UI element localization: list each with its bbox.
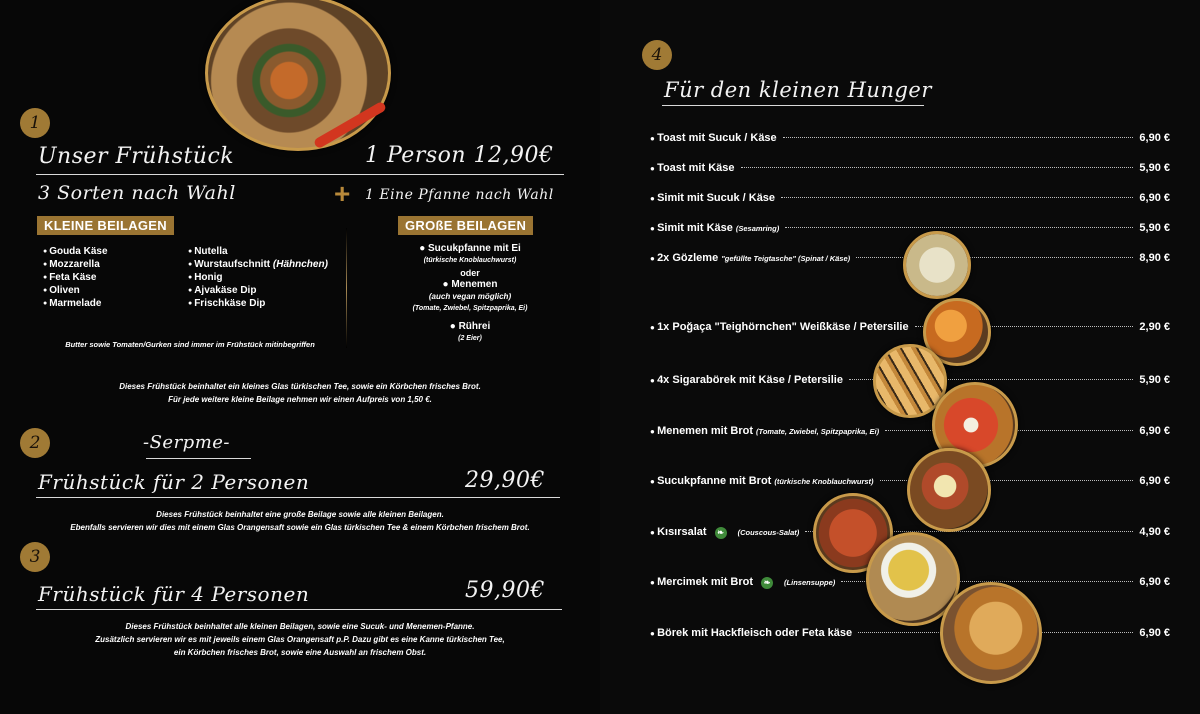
big-side-3-note: (2 Eier)	[458, 335, 482, 342]
info-line: Für jede weitere kleine Beilage nehmen wir einen Aufpreis von 1,50 €.	[168, 395, 432, 404]
breakfast-price: 1 Person 12,90€	[365, 143, 554, 168]
dot-leader	[783, 137, 1134, 138]
menu-item-price: 6,90 €	[1139, 192, 1170, 204]
menu-item-desc: (Sesamring)	[735, 224, 780, 233]
list-item-label: Wurstaufschnitt	[194, 259, 271, 270]
info-line: ein Körbchen frisches Brot, sowie eine Auswahl an frischem Obst.	[173, 648, 427, 657]
section-3-price: 59,90€	[465, 578, 545, 603]
menu-item-name: ● Börek mit Hackfleisch oder Feta käse	[650, 627, 852, 639]
menu-item-name: ● 1x Poğaça "Teighörnchen" Weißkäse / Petersilie	[650, 321, 909, 333]
section-2-info	[30, 508, 570, 534]
big-side-3-label: Rührei	[458, 321, 491, 332]
right-page	[600, 0, 1200, 714]
big-side-3: ● Rührei	[449, 321, 491, 332]
section-1-badge: 1	[20, 108, 50, 138]
title-underline	[36, 174, 564, 175]
menu-item-desc: (Linsensuppe)	[784, 578, 836, 587]
menu-item-price: 6,90 €	[1139, 132, 1170, 144]
list-item: ● Frischkäse Dip	[188, 297, 328, 310]
menu-item-price: 6,90 €	[1139, 627, 1170, 639]
small-sides-list-1	[43, 245, 108, 310]
menu-item-name: ● 4x Sigarabörek mit Käse / Petersilie	[650, 374, 843, 386]
dot-leader	[785, 227, 1133, 228]
menu-item	[650, 321, 1170, 337]
menu-item-desc: "gefüllte Teigtasche" (Spinat / Käse)	[721, 254, 851, 263]
menu-item-desc: (Couscous-Salat)	[737, 528, 800, 537]
big-side-2-note-1: (auch vegan möglich)	[428, 292, 512, 301]
section-4-badge: 4	[642, 40, 672, 70]
menu-item-price: 4,90 €	[1139, 526, 1170, 538]
breakfast-title: Unser Frühstück	[38, 144, 235, 169]
list-item: ● Ajvakäse Dip	[188, 284, 328, 297]
section-3-underline	[36, 609, 562, 610]
info-line: Zusätzlich servieren wir es mit jeweils einem Glas Orangensaft p.P. Dazu gibt es eine Kanne türkischen Tee,	[95, 635, 505, 644]
menu-item	[650, 132, 1170, 148]
menu-item-name: ● Sucukpfanne mit Brot	[650, 475, 771, 487]
menu-item	[650, 162, 1170, 178]
snacks-title-underline	[662, 105, 924, 106]
section-1-info	[40, 380, 560, 406]
menu-item-price: 6,90 €	[1139, 475, 1170, 487]
wurst-note: (Hähnchen)	[272, 259, 328, 270]
big-sides-list	[395, 243, 545, 345]
section-3-title: Frühstück für 4 Personen	[38, 582, 310, 606]
menu-item-price: 5,90 €	[1139, 374, 1170, 386]
big-side-2: ● Menemen	[442, 279, 498, 290]
section-2-underline	[36, 497, 560, 498]
menu-item-name: ● Mercimek mit Brot	[650, 576, 753, 588]
menu-item-price: 5,90 €	[1139, 162, 1170, 174]
sides-choice-text: 3 Sorten nach Wahl	[38, 182, 236, 204]
serpme-underline	[146, 458, 251, 459]
goezleme-photo	[903, 231, 971, 299]
info-line: Ebenfalls servieren wir dies mit einem Glas Orangensaft sowie ein Glas türkischen Tee & einem Körbchen frischem Brot.	[70, 523, 530, 532]
list-item: ● Nutella	[188, 245, 328, 258]
big-side-2-label: Menemen	[451, 279, 498, 290]
list-item: ● Feta Käse	[43, 271, 108, 284]
snacks-title: Für den kleinen Hunger	[664, 78, 932, 102]
menu-item-name: ● Menemen mit Brot	[650, 425, 753, 437]
dot-leader	[781, 197, 1133, 198]
list-item	[188, 258, 328, 271]
info-line: Dieses Frühstück beinhaltet alle kleinen Beilagen, sowie eine Sucuk- und Menemen-Pfanne.	[125, 622, 475, 631]
butter-note: Butter sowie Tomaten/Gurken sind immer im Frühstück mitinbegriffen	[65, 340, 315, 349]
section-2-badge: 2	[20, 428, 50, 458]
menu-item	[650, 192, 1170, 208]
info-line: Dieses Frühstück beinhaltet eine große Beilage sowie alle kleinen Beilagen.	[156, 510, 444, 519]
menu-item-name: ● 2x Gözleme	[650, 252, 718, 264]
menu-item-price: 2,90 €	[1139, 321, 1170, 333]
menu-item-price: 8,90 €	[1139, 252, 1170, 264]
menu-item-name: ● Toast mit Käse	[650, 162, 735, 174]
breakfast-photo	[205, 0, 391, 151]
small-sides-label: KLEINE BEILAGEN	[37, 216, 174, 235]
menu-item-price: 6,90 €	[1139, 425, 1170, 437]
small-sides-list-2	[188, 245, 328, 310]
plus-sign: +	[334, 178, 351, 209]
vertical-divider	[346, 228, 347, 348]
menu-item-desc: (türkische Knoblauchwurst)	[774, 477, 874, 486]
big-sides-label: GROßE BEILAGEN	[398, 216, 533, 235]
big-side-1-label: Sucukpfanne mit Ei	[428, 243, 521, 254]
section-2-price: 29,90€	[465, 468, 545, 493]
menu-item-name: ● Simit mit Sucuk / Käse	[650, 192, 775, 204]
list-item: ● Marmelade	[43, 297, 108, 310]
menu-item-price: 5,90 €	[1139, 222, 1170, 234]
or-text: oder	[460, 268, 480, 278]
big-side-2-note-2: (Tomate, Zwiebel, Spitzpaprika, Ei)	[412, 305, 528, 312]
dot-leader	[856, 257, 1133, 258]
boerek-photo	[940, 582, 1042, 684]
menu-item-name: ● Kısırsalat	[650, 526, 707, 538]
menu-item-price: 6,90 €	[1139, 576, 1170, 588]
leaf-icon: ❧	[715, 527, 727, 539]
leaf-icon: ❧	[761, 577, 773, 589]
section-3-badge: 3	[20, 542, 50, 572]
big-side-1: ● Sucukpfanne mit Ei	[419, 243, 521, 254]
info-line: Dieses Frühstück beinhaltet ein kleines Glas türkischen Tee, sowie ein Körbchen frisches Brot.	[119, 382, 481, 391]
section-2-title: Frühstück für 2 Personen	[38, 470, 310, 494]
pan-choice-text: 1 Eine Pfanne nach Wahl	[365, 187, 554, 203]
section-3-info	[30, 620, 570, 659]
serpme-heading: -Serpme-	[143, 432, 230, 453]
list-item: ● Honig	[188, 271, 328, 284]
sucukpfanne-photo	[907, 448, 991, 532]
menu-item-name: ● Simit mit Käse	[650, 222, 733, 234]
menu-item	[650, 425, 1170, 441]
menu-item	[650, 627, 1170, 643]
menu-item	[650, 222, 1170, 238]
list-item: ● Oliven	[43, 284, 108, 297]
list-item: ● Gouda Käse	[43, 245, 108, 258]
dot-leader	[741, 167, 1134, 168]
big-side-1-note: (türkische Knoblauchwurst)	[423, 257, 517, 264]
list-item: ● Mozzarella	[43, 258, 108, 271]
menu-item-name: ● Toast mit Sucuk / Käse	[650, 132, 777, 144]
menu-item-desc: (Tomate, Zwiebel, Spitzpaprika, Ei)	[756, 427, 880, 436]
